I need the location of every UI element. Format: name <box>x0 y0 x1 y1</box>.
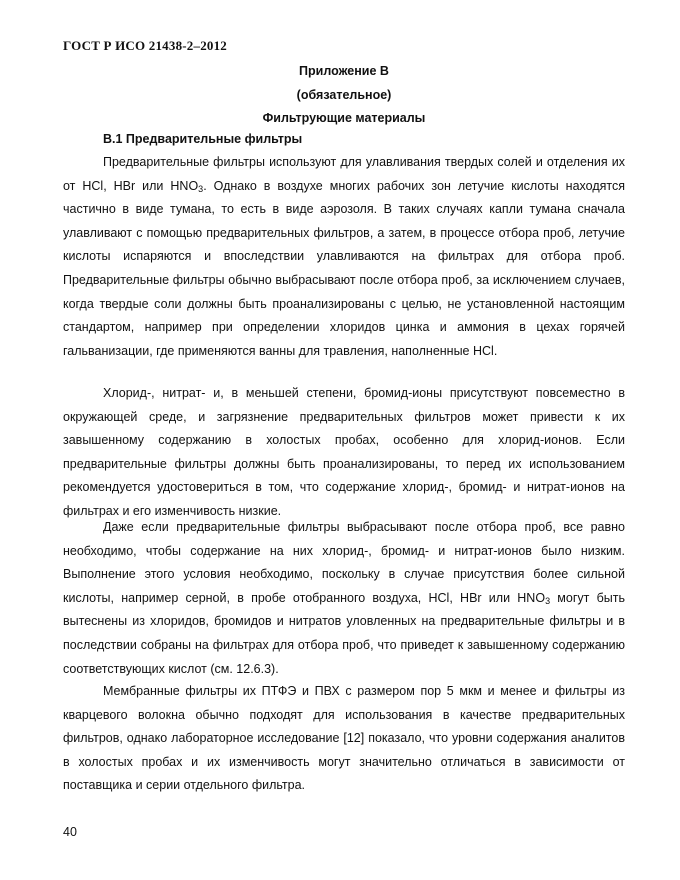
paragraph-text: Даже если предварительные фильтры выбрасывают после отбора проб, все равно необходимо, чтобы содержание на них хлорид-, бромид- и нитрат-ионов было низким. Выполнение этого условия необходимо, поскольку в случае присутствия более сильной кислоты, например серной, в пробе отобранного воздуха, HCl, HBr или HNO <box>63 520 625 605</box>
paragraph-low-ion-content <box>63 516 625 681</box>
paragraph-ion-contamination: Хлорид-, нитрат- и, в меньшей степени, бромид-ионы присутствуют повсеместно в окружающей среде, и загрязнение предварительных фильтров может привести к их завышенному содержанию в холостых пробах, особенно для хлорид-ионов. Если предварительные фильтры должны быть проанализированы, то перед их использованием рекомендуется удостовериться в том, что содержание хлорид-, бромид- и нитрат-ионов на фильтрах и его изменчивость низкие. <box>63 386 625 518</box>
page-number: 40 <box>63 825 77 839</box>
paragraph-text: могут быть вытеснены из хлоридов, бромидов и нитратов уловленных на предварительные фильтры и в последствии собраны на фильтрах для отбора проб, что приведет к завышенному содержанию соответствующих кислот (см. 12.6.3). <box>63 590 625 676</box>
appendix-subject: Фильтрующие материалы <box>262 111 426 125</box>
appendix-status: (обязательное) <box>296 88 392 102</box>
document-header: ГОСТ Р ИСО 21438-2–2012 <box>63 38 228 53</box>
section-heading: В.1 Предварительные фильтры <box>103 132 303 146</box>
paragraph-text: . Однако в воздухе многих рабочих зон летучие кислоты находятся частично в виде тумана, то есть в виде аэрозоля. В таких случаях капли тумана сначала улавливают с помощью предварительных фильтров, а затем, в процессе отбора проб, летучие кислоты испаряются и впоследствии улавливаются на фильтрах для отбора проб. Предварительные фильтры обычно выбрасывают после отбора проб, за исключением случаев, когда твердые соли должны быть проанализированы с целью, не установленной настоящим стандартом, например при определении хлоридов цинка и аммония в цехах горячей гальванизации, где применяются ванны для травления, наполненные HCl. <box>63 178 625 358</box>
paragraph-prefilters-purpose <box>63 151 625 363</box>
subscript: 3 <box>198 183 204 194</box>
subscript: 3 <box>545 595 551 606</box>
paragraph-text: Предварительные фильтры используют для улавливания твердых солей и отделения их от HCl, HBr или HNO <box>63 155 625 193</box>
appendix-title: Приложение В <box>299 64 389 78</box>
paragraph-membrane-filters: Мембранные фильтры их ПТФЭ и ПВХ с размером пор 5 мкм и менее и фильтры из кварцевого волокна обычно подходят для использования в качестве предварительных фильтров, однако лабораторное исследование [12] показало, что уровни содержания аналитов в холостых пробах и их изменчивость могут значительно отличаться в зависимости от поставщика и серии отдельного фильтра. <box>63 684 625 793</box>
